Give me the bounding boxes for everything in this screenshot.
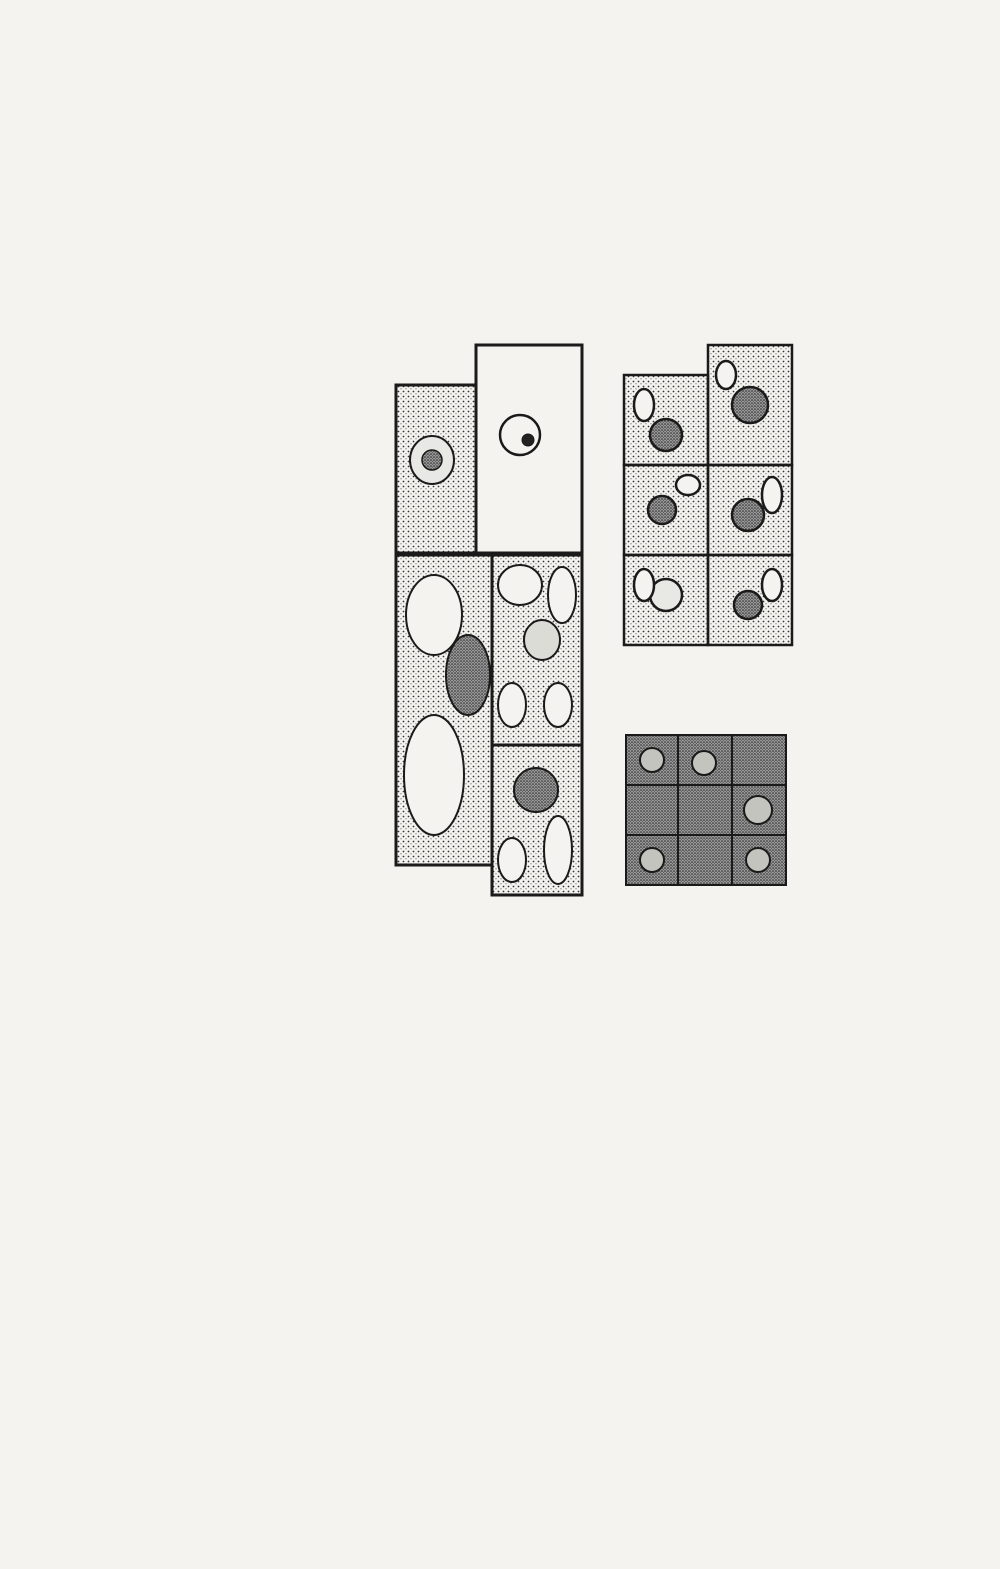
cell-illustration [382, 285, 822, 935]
panel-c [396, 345, 582, 895]
panel-b [624, 345, 792, 645]
figure-178 [382, 285, 822, 935]
panel-a [626, 735, 786, 885]
running-head [80, 96, 820, 126]
